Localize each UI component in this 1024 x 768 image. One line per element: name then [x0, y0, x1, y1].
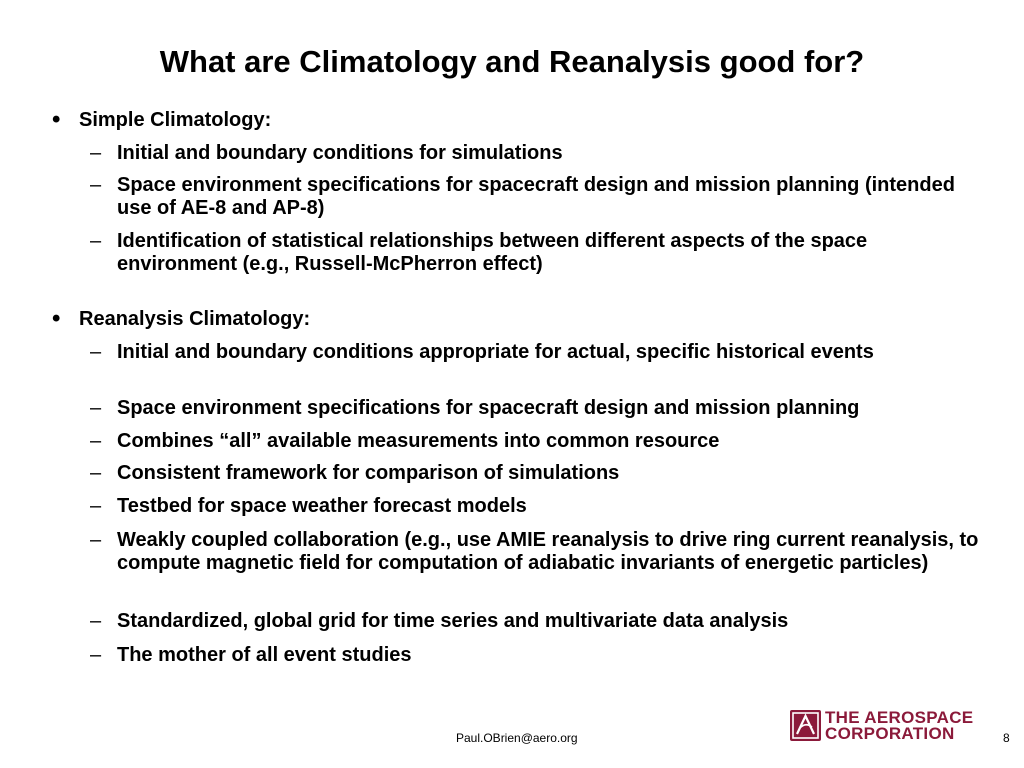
list-item-text: Testbed for space weather forecast models	[117, 495, 527, 517]
bullet-icon: •	[52, 106, 61, 133]
bullet-label: Simple Climatology:	[79, 109, 272, 131]
list-item	[90, 174, 990, 220]
list-item-text: The mother of all event studies	[117, 644, 412, 666]
dash-icon: –	[90, 142, 102, 164]
dash-icon: –	[90, 430, 102, 452]
list-item	[90, 644, 990, 667]
dash-icon: –	[90, 341, 102, 363]
dash-icon: –	[90, 230, 102, 252]
list-item	[90, 529, 990, 575]
list-item-text: Initial and boundary conditions for simulations	[117, 142, 563, 164]
list-item-text: Consistent framework for comparison of simulations	[117, 462, 620, 484]
list-item	[90, 430, 990, 453]
dash-icon: –	[90, 610, 102, 632]
dash-icon: –	[90, 644, 102, 666]
dash-icon: –	[90, 462, 102, 484]
bullet-icon: •	[52, 305, 61, 332]
slide-title: What are Climatology and Reanalysis good for?	[159, 44, 865, 79]
list-item	[90, 495, 990, 518]
logo-wordmark	[825, 710, 973, 742]
footer-email: Paul.OBrien@aero.org	[456, 731, 578, 745]
list-item-text: Space environment specifications for spacecraft design and mission planning (intended use of AE-8 and AP-8)	[117, 174, 955, 219]
dash-icon: –	[90, 495, 102, 517]
dash-icon: –	[90, 397, 102, 419]
list-item	[90, 142, 990, 165]
list-item	[90, 230, 990, 276]
list-item	[90, 341, 990, 364]
aerospace-logo	[790, 710, 972, 743]
list-item-text: Standardized, global grid for time series and multivariate data analysis	[117, 610, 789, 632]
dash-icon: –	[90, 529, 102, 551]
list-item-text: Space environment specifications for spacecraft design and mission planning	[117, 397, 860, 419]
list-item-text: Combines “all” available measurements into common resource	[117, 430, 720, 452]
list-item-text: Weakly coupled collaboration (e.g., use AMIE reanalysis to drive ring current reanalysis, to compute magnetic field for computation of adiabatic invariants of energetic particles)	[117, 529, 979, 574]
list-item	[90, 610, 990, 633]
list-item	[90, 397, 990, 420]
logo-line2: CORPORATION	[825, 724, 955, 743]
aerospace-logo-icon	[790, 710, 821, 741]
list-item	[90, 462, 990, 485]
logo-line1: THE AEROSPACE	[825, 708, 974, 727]
list-item-text: Initial and boundary conditions appropriate for actual, specific historical events	[117, 341, 874, 363]
bullet-label: Reanalysis Climatology:	[79, 308, 311, 330]
dash-icon: –	[90, 174, 102, 196]
page-number: 8	[1003, 731, 1010, 745]
list-item-text: Identification of statistical relationships between different aspects of the space environment (e.g., Russell-McPherron effect)	[117, 230, 868, 275]
